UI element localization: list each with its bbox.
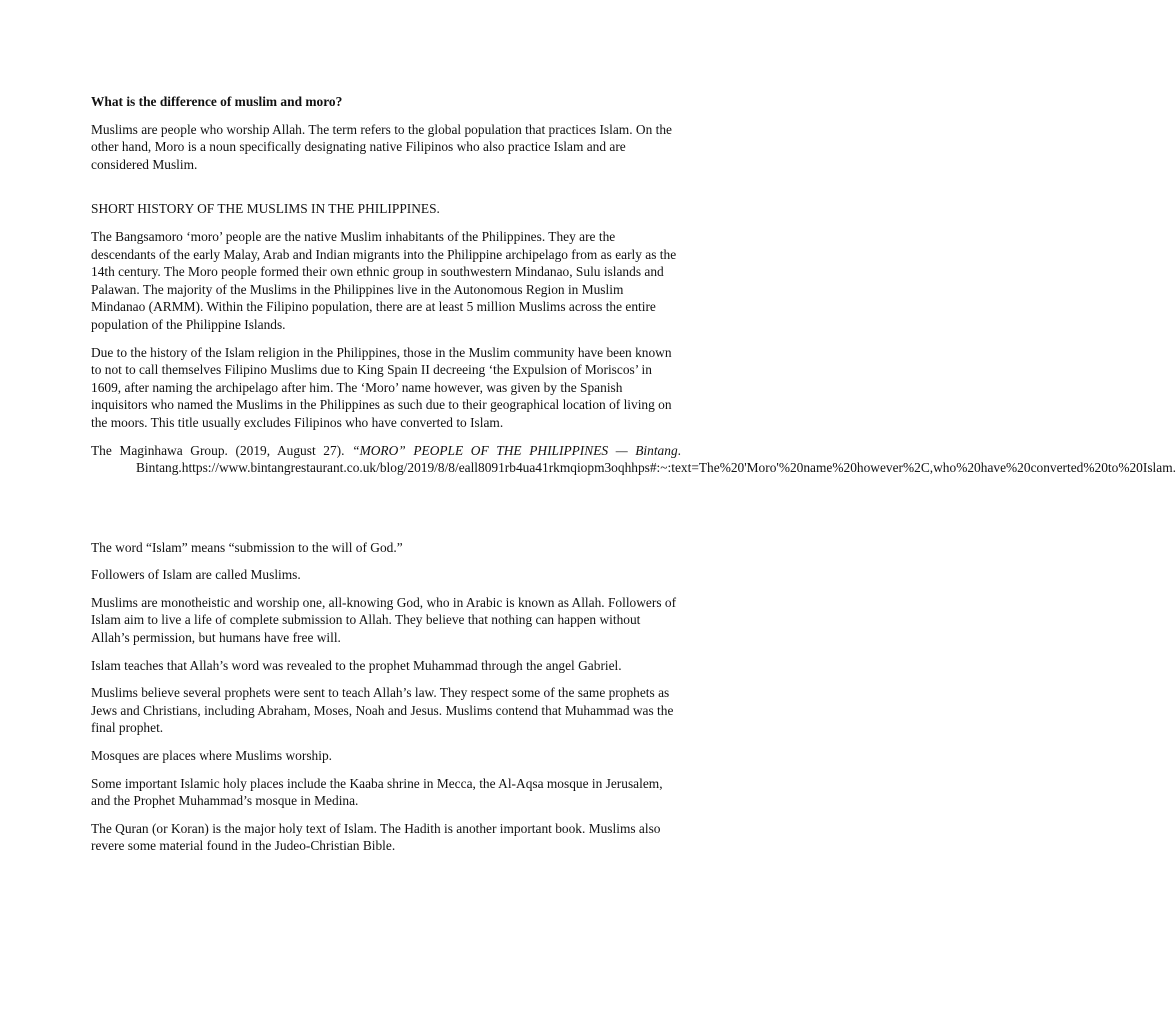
document-title: What is the difference of muslim and moro?	[91, 94, 343, 109]
citation	[91, 442, 1176, 477]
fact-paragraph: The word “Islam” means “submission to the will of God.”	[91, 539, 403, 555]
fact-paragraph: Muslims are monotheistic and worship one, all-knowing God, who in Arabic is known as Allah. Followers of Islam aim to live a life of complete submission to Allah. They believe that nothing can happen without Allah’s permission, but humans have free will.	[91, 594, 677, 646]
fact-paragraph: Followers of Islam are called Muslims.	[91, 567, 301, 583]
history-paragraph-2: Due to the history of the Islam religion in the Philippines, those in the Muslim community have been known to not to call themselves Filipino Muslims due to King Spain II decreeing ‘the Expulsion of Moriscos’ in 1609, after naming the archipelago after him. The ‘Moro’ name however, was given by the Spanish inquisitors who named the Muslims in the Philippines as such due to their geographical location of living on the moors. This title usually excludes Filipinos who have converted to Islam.	[91, 344, 672, 430]
citation-source: . Bintang.https://www.bintangrestaurant.co.uk/blog/2019/8/8/eall8091rb4ua41rkmqiopm3oqhhps#:~:text=The%20'Moro'%20name%20however%2C,who%20have%20converted%20to%20Islam.	[136, 442, 1176, 476]
document-body	[91, 93, 1176, 865]
citation-author-date: The Maginhawa Group. (2019, August 27).	[91, 442, 353, 458]
fact-paragraph: Some important Islamic holy places include the Kaaba shrine in Mecca, the Al-Aqsa mosque in Jerusalem, and the Prophet Muhammad’s mosque in Medina.	[91, 775, 663, 809]
section-heading: SHORT HISTORY OF THE MUSLIMS IN THE PHILIPPINES.	[91, 201, 440, 217]
citation-title: “MORO” PEOPLE OF THE PHILIPPINES — Bintang	[352, 442, 678, 458]
fact-paragraph: The Quran (or Koran) is the major holy text of Islam. The Hadith is another important book. Muslims also revere some material found in the Judeo-Christian Bible.	[91, 820, 661, 854]
fact-paragraph: Muslims believe several prophets were sent to teach Allah’s law. They respect some of the same prophets as Jews and Christians, including Abraham, Moses, Noah and Jesus. Muslims contend that Muhammad was the final prophet.	[91, 685, 674, 736]
spacer	[91, 487, 681, 539]
history-paragraph-1: The Bangsamoro ‘moro’ people are the native Muslim inhabitants of the Philippines. They are the descendants of the early Malay, Arab and Indian migrants into the Philippine archipelago from as early as the 14th century. The Moro people formed their own ethnic group in southwestern Mindanao, Sulu islands and Palawan. The majority of the Muslims in the Philippines live in the Autonomous Region in Muslim Mindanao (ARMM). Within the Filipino population, there are at least 5 million Muslims across the entire population of the Philippine Islands.	[91, 228, 677, 332]
intro-paragraph: Muslims are people who worship Allah. The term refers to the global population that practices Islam. On the other hand, Moro is a noun specifically designating native Filipinos who also practice Islam and are considered Muslim.	[91, 121, 672, 172]
fact-paragraph: Islam teaches that Allah’s word was revealed to the prophet Muhammad through the angel Gabriel.	[91, 657, 622, 673]
fact-paragraph: Mosques are places where Muslims worship.	[91, 748, 332, 764]
